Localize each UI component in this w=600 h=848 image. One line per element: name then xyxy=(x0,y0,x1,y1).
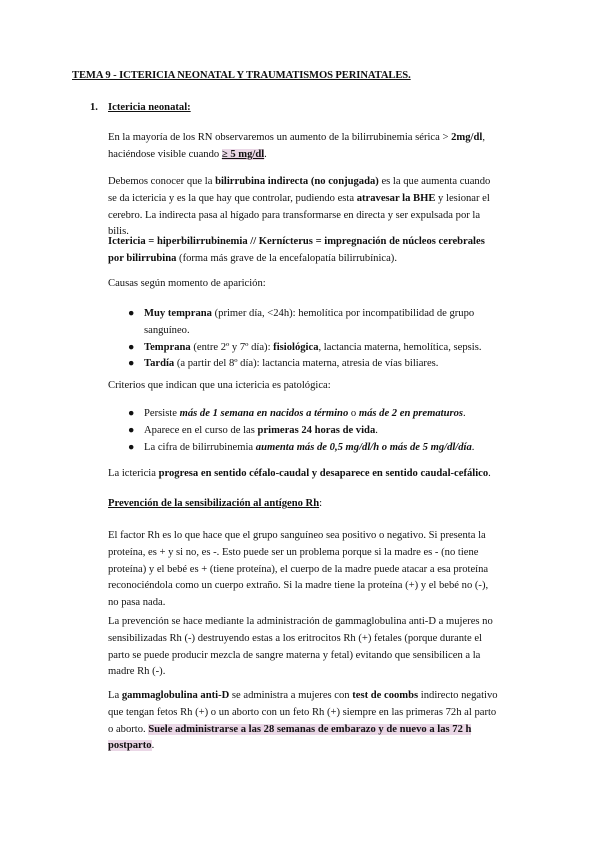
section-number: 1. xyxy=(90,102,98,113)
bold-text: atravesar la BHE xyxy=(356,192,436,204)
list-item: ● La cifra de bilirrubinemia aumenta más de 0,5 mg/dl/h o más de 5 mg/dl/día. xyxy=(128,441,475,453)
list-item: ● Temprana (entre 2º y 7º día): fisiológica, lactancia materna, hemolítica, sepsis. xyxy=(128,341,482,353)
criteria-list xyxy=(108,406,500,456)
paragraph-causes-intro: Causas según momento de aparición: xyxy=(108,278,266,289)
highlighted-text: ≥ 5 mg/dl xyxy=(221,148,265,160)
bold-text: más de 1 semana en nacidos a término xyxy=(179,408,349,419)
subheading-text: Prevención de la sensibilización al antígeno Rh xyxy=(108,498,320,509)
paragraph-anti-d xyxy=(108,688,500,755)
text: . xyxy=(151,740,155,752)
subheading-rh xyxy=(108,496,500,513)
text: (forma más grave de la encefalopatía bilirrubínica). xyxy=(176,252,397,264)
text: En la mayoría de los RN observaremos un aumento de la bilirrubinemia sérica > xyxy=(108,132,452,143)
text: (primer día, <24h): hemolítica por incompatibilidad de grupo sanguíneo. xyxy=(144,308,475,336)
text: . xyxy=(463,408,466,419)
text: , haciéndose visible cuando xyxy=(108,132,485,160)
paragraph-indirect-bilirubin xyxy=(108,174,500,241)
text: La xyxy=(108,690,122,701)
bold-text: bilirrubina indirecta (no conjugada) xyxy=(215,176,379,187)
text: La ictericia xyxy=(108,468,159,479)
bold-text: Tardía xyxy=(144,358,175,370)
bold-text: progresa en sentido céfalo-caudal y desaparece en sentido caudal-cefálico xyxy=(158,468,489,479)
text: Aparece en el curso de las xyxy=(144,424,258,436)
causes-list xyxy=(108,306,500,373)
text: . xyxy=(375,424,378,436)
paragraph-bilirubin-threshold xyxy=(108,130,500,164)
list-item: ● Tardía (a partir del 8º día): lactancia materna, atresia de vías biliares. xyxy=(128,358,439,370)
bold-text: Temprana xyxy=(144,341,191,353)
text: . xyxy=(488,468,491,479)
text: : xyxy=(319,498,323,509)
section-label: Ictericia neonatal: xyxy=(108,102,191,113)
paragraph-definitions xyxy=(108,234,500,268)
list-item: ● Aparece en el curso de las primeras 24 horas de vida. xyxy=(128,424,378,436)
text: Persiste xyxy=(144,408,180,419)
text: se administra a mujeres con xyxy=(229,690,353,701)
text: (entre 2º y 7º día): xyxy=(190,341,274,353)
bold-text: fisiológica xyxy=(273,341,319,353)
bold-text: test de coombs xyxy=(352,690,419,701)
bold-text: primeras 24 horas de vida xyxy=(257,424,376,436)
text: . xyxy=(471,441,475,453)
text: (a partir del 8º día): lactancia materna, atresia de vías biliares. xyxy=(174,358,439,370)
text: es la que aumenta cuando se da ictericia y es la que hay que controlar, pudiendo esta xyxy=(108,176,491,204)
list-item: ● Persiste más de 1 semana en nacidos a término o más de 2 en prematuros. xyxy=(128,408,466,419)
bold-text: aumenta más de 0,5 mg/dl/h o más de 5 mg/dl/día xyxy=(255,441,472,453)
text: . xyxy=(264,148,267,160)
text: indirecto negativo que tengan fetos Rh (+) o un aborto con un feto Rh (+) siempre en las primeras 72h al parto o aborto. xyxy=(108,690,498,735)
bold-text: 2mg/dl xyxy=(451,132,483,143)
bold-text: más de 2 en prematuros xyxy=(358,408,464,419)
text: La cifra de bilirrubinemia xyxy=(144,441,256,453)
bold-text: Muy temprana xyxy=(144,308,212,319)
paragraph-prevention: La prevención se hace mediante la administración de gammaglobulina anti-D a mujeres no sensibilizadas Rh (-) destruyendo estas a los eritrocitos Rh (+) fetales (porque durante el parto se puede producir mezcla de sangre materna y fetal) evitando que sensibilicen a la madre Rh (-). xyxy=(108,616,493,678)
text: , lactancia materna, hemolítica, sepsis. xyxy=(318,341,482,353)
text: y lesionar el cerebro. La indirecta pasa al hígado para transformarse en directa y ser expulsada por la bilis. xyxy=(108,192,490,238)
section-heading xyxy=(90,100,191,117)
text: o xyxy=(348,408,359,419)
bold-text: Ictericia = hiperbilirrubinemia // Kernícterus = impregnación de núcleos cerebrales por bilirrubina xyxy=(108,236,485,264)
highlighted-text: Suele administrarse a las 28 semanas de embarazo y de nuevo a las 72 h postparto xyxy=(108,723,472,752)
text: Debemos conocer que la xyxy=(108,176,216,187)
paragraph-progression xyxy=(108,466,500,483)
paragraph-criteria-intro: Criterios que indican que una ictericia es patológica: xyxy=(108,380,331,391)
list-item: ● Muy temprana (primer día, <24h): hemolítica por incompatibilidad de grupo sanguíneo. xyxy=(128,308,475,336)
paragraph-rh-factor: El factor Rh es lo que hace que el grupo sanguíneo sea positivo o negativo. Si presenta la proteína, es + y si no, es -. Esto puede ser un problema porque si la madre es - (no tiene proteína) y el bebé es + (tiene proteína), el cuerpo de la madre puede atacar a esa proteína reconociéndola como un cuerpo extraño. Si la madre tiene la proteína (+) y el bebé no (-), no pasa nada. xyxy=(108,530,489,609)
document-title: TEMA 9 - ICTERICIA NEONATAL Y TRAUMATISMOS PERINATALES. xyxy=(72,70,411,81)
bold-text: gammaglobulina anti-D xyxy=(121,690,230,701)
